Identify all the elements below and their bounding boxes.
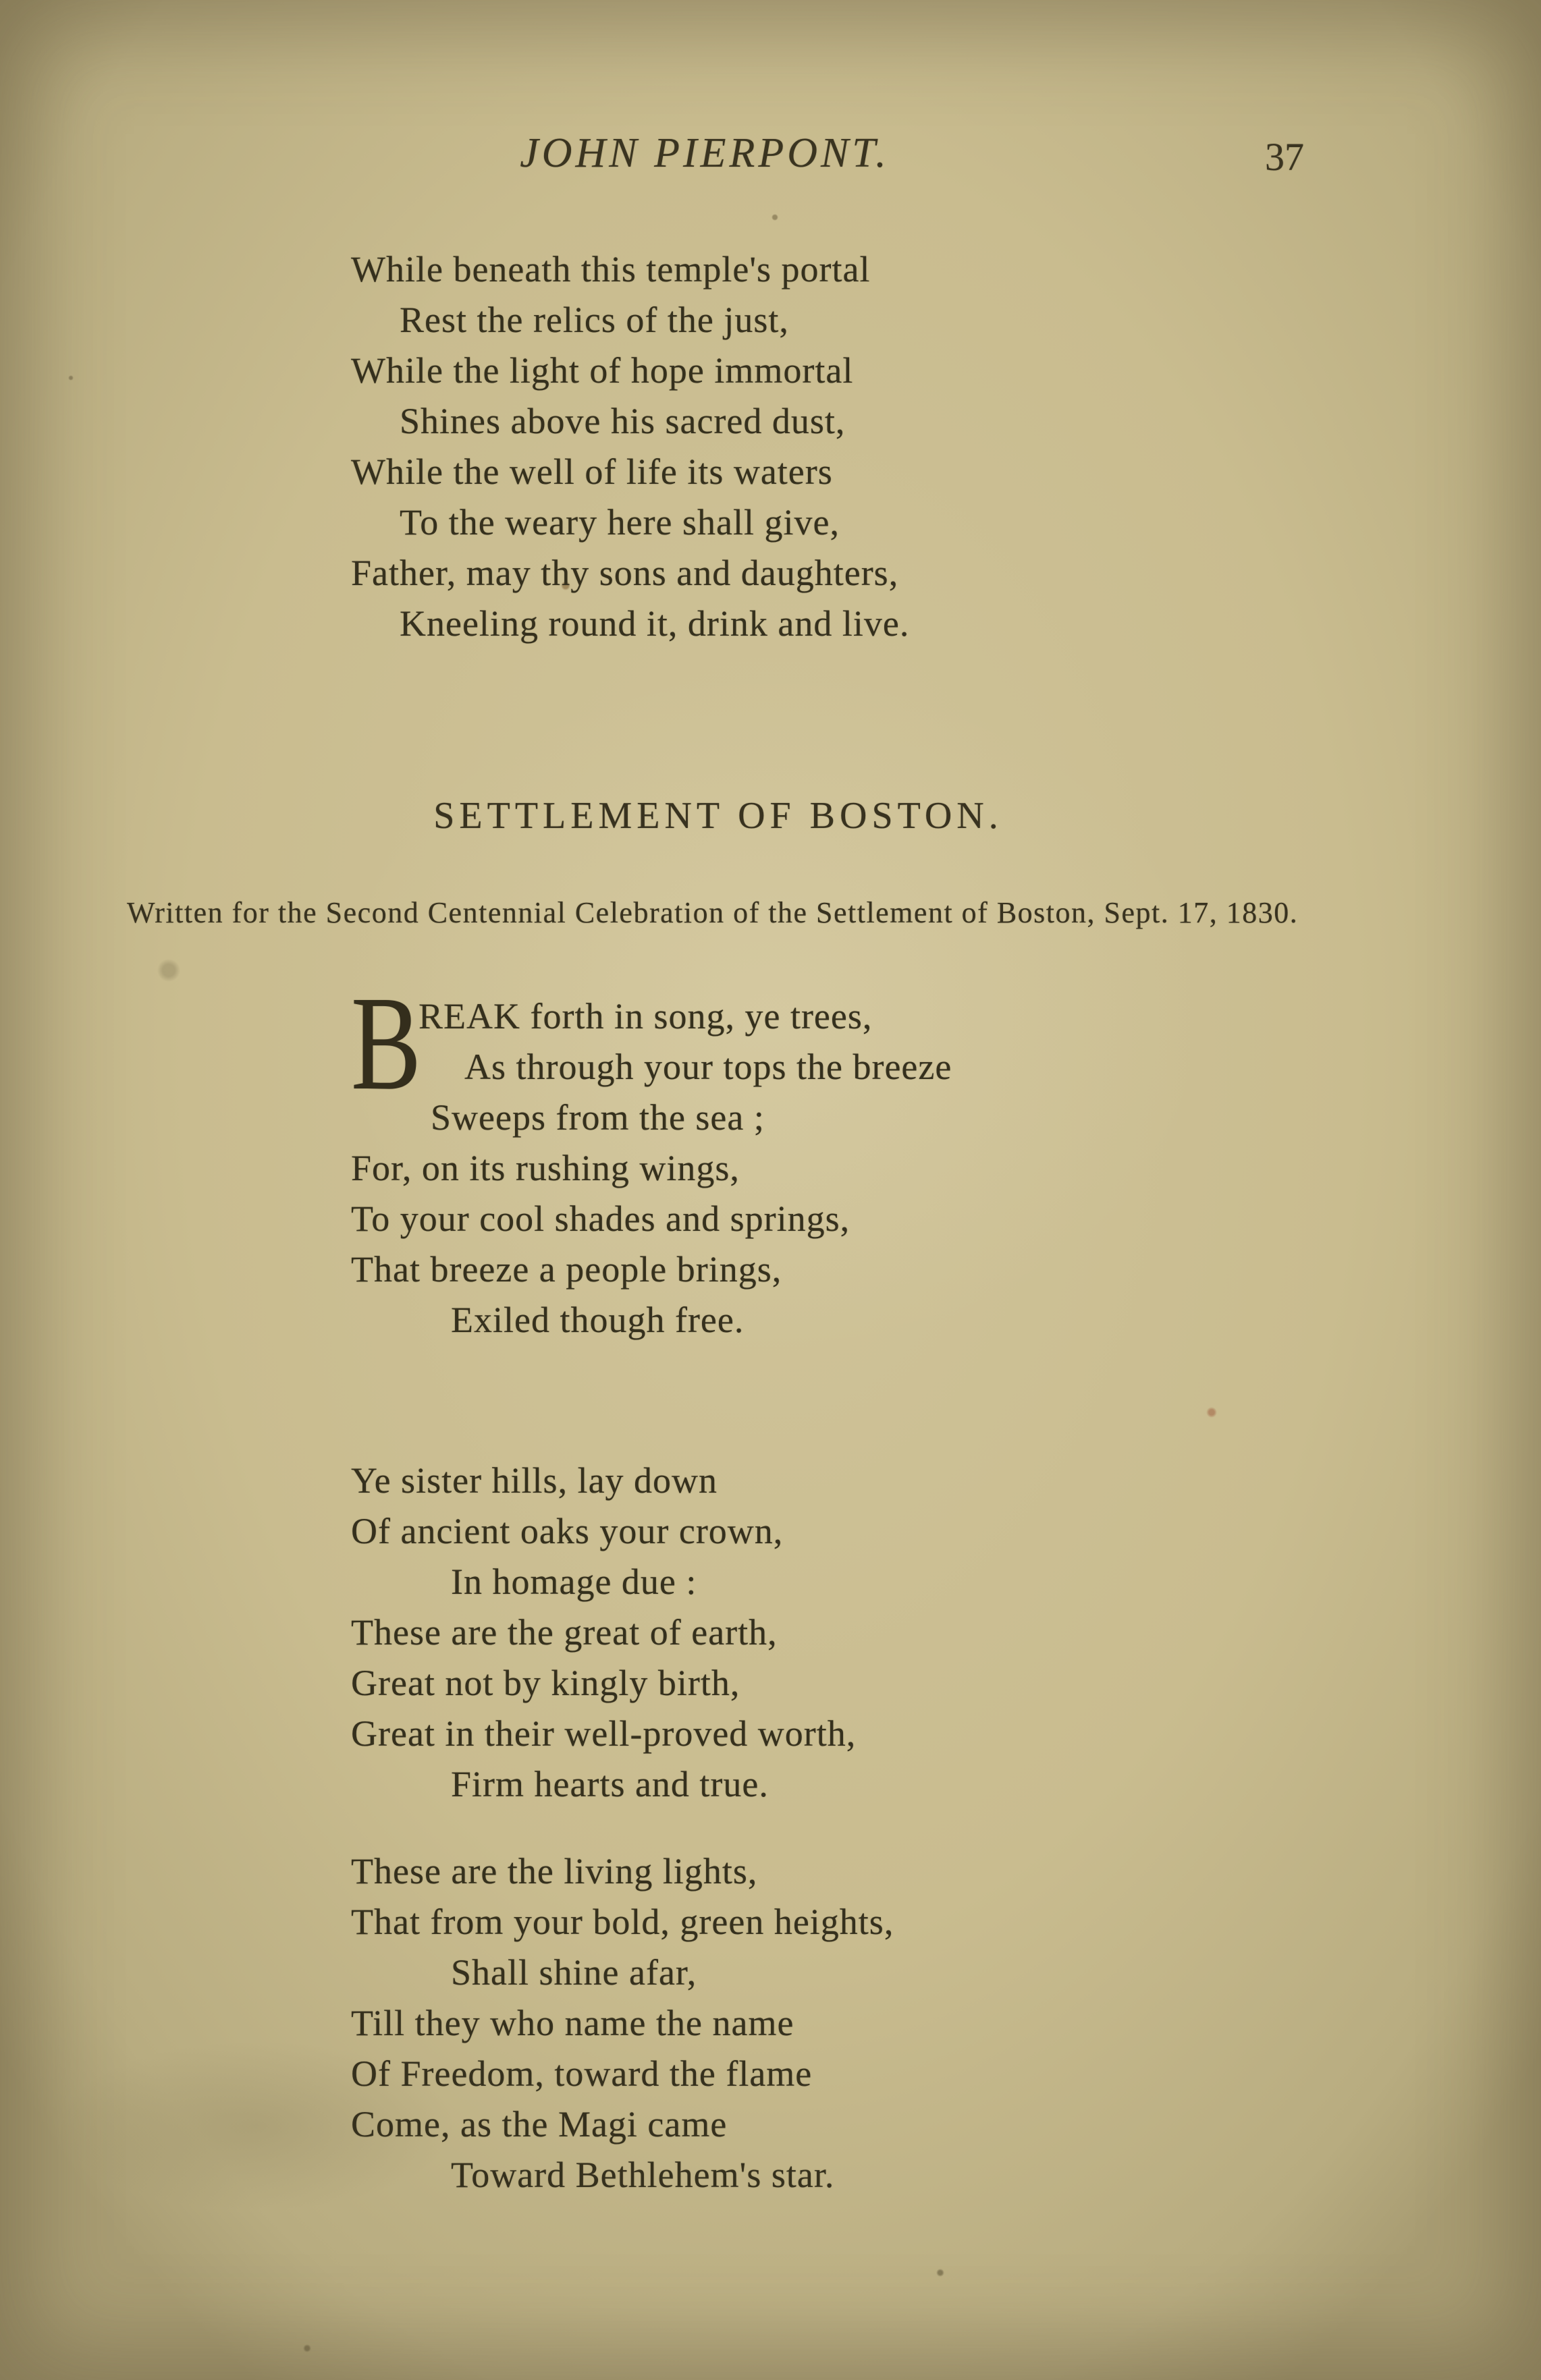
poem-title: SETTLEMENT OF BOSTON. (433, 795, 1003, 837)
poem-line: In homage due : (451, 1561, 697, 1602)
drop-cap-initial: B (351, 969, 422, 1118)
poem-line: Toward Bethlehem's star. (451, 2155, 835, 2195)
poem-line: That breeze a people brings, (351, 1249, 782, 1290)
poem-untitled-stanza (351, 244, 909, 649)
poem-line: Ye sister hills, lay down (351, 1460, 718, 1501)
poem-line: These are the great of earth, (351, 1612, 778, 1653)
poem-line: Kneeling round it, drink and live. (400, 603, 910, 644)
poem-line: Sweeps from the sea ; (431, 1097, 765, 1138)
poem-line: Of ancient oaks your crown, (351, 1511, 784, 1551)
poem-line: That from your bold, green heights, (351, 1902, 894, 1942)
poem-line: Firm hearts and true. (451, 1764, 769, 1804)
poem-line: Till they who name the name (351, 2003, 794, 2043)
settlement-stanza-2 (351, 1456, 856, 1810)
poem-line: Great in their well-proved worth, (351, 1713, 857, 1754)
poem-line: Shall shine afar, (451, 1952, 697, 1993)
running-head (0, 126, 1409, 180)
settlement-stanza-3 (351, 1846, 894, 2201)
poem-line: While the well of life its waters (351, 451, 833, 492)
settlement-stanza-1 (351, 991, 952, 1346)
poem-line: Of Freedom, toward the flame (351, 2053, 813, 2094)
poem-line: To your cool shades and springs, (351, 1198, 850, 1239)
poem-line: Father, may thy sons and daughters, (351, 553, 899, 593)
poem-line: These are the living lights, (351, 1851, 758, 1891)
poem-line: Exiled though free. (451, 1300, 745, 1340)
poem-line: Come, as the Magi came (351, 2104, 728, 2144)
poem-line: While the light of hope immortal (351, 350, 854, 391)
poem-line: Rest the relics of the just, (400, 300, 789, 340)
poem-attribution: Written for the Second Centennial Celebration of the Settlement of Boston, Sept. 17, 1830. (127, 896, 1299, 929)
running-head-title: JOHN PIERPONT. (520, 130, 890, 176)
poem-line: To the weary here shall give, (400, 502, 840, 543)
poem-line: As through your tops the breeze (464, 1047, 952, 1087)
poem-line: While beneath this temple's portal (351, 249, 871, 289)
poem-line: For, on its rushing wings, (351, 1148, 740, 1188)
poem-line: Great not by kingly birth, (351, 1663, 740, 1703)
poem-line: REAK forth in song, ye trees, (418, 996, 873, 1036)
page-number: 37 (1265, 135, 1304, 179)
poem-line: Shines above his sacred dust, (400, 401, 846, 441)
